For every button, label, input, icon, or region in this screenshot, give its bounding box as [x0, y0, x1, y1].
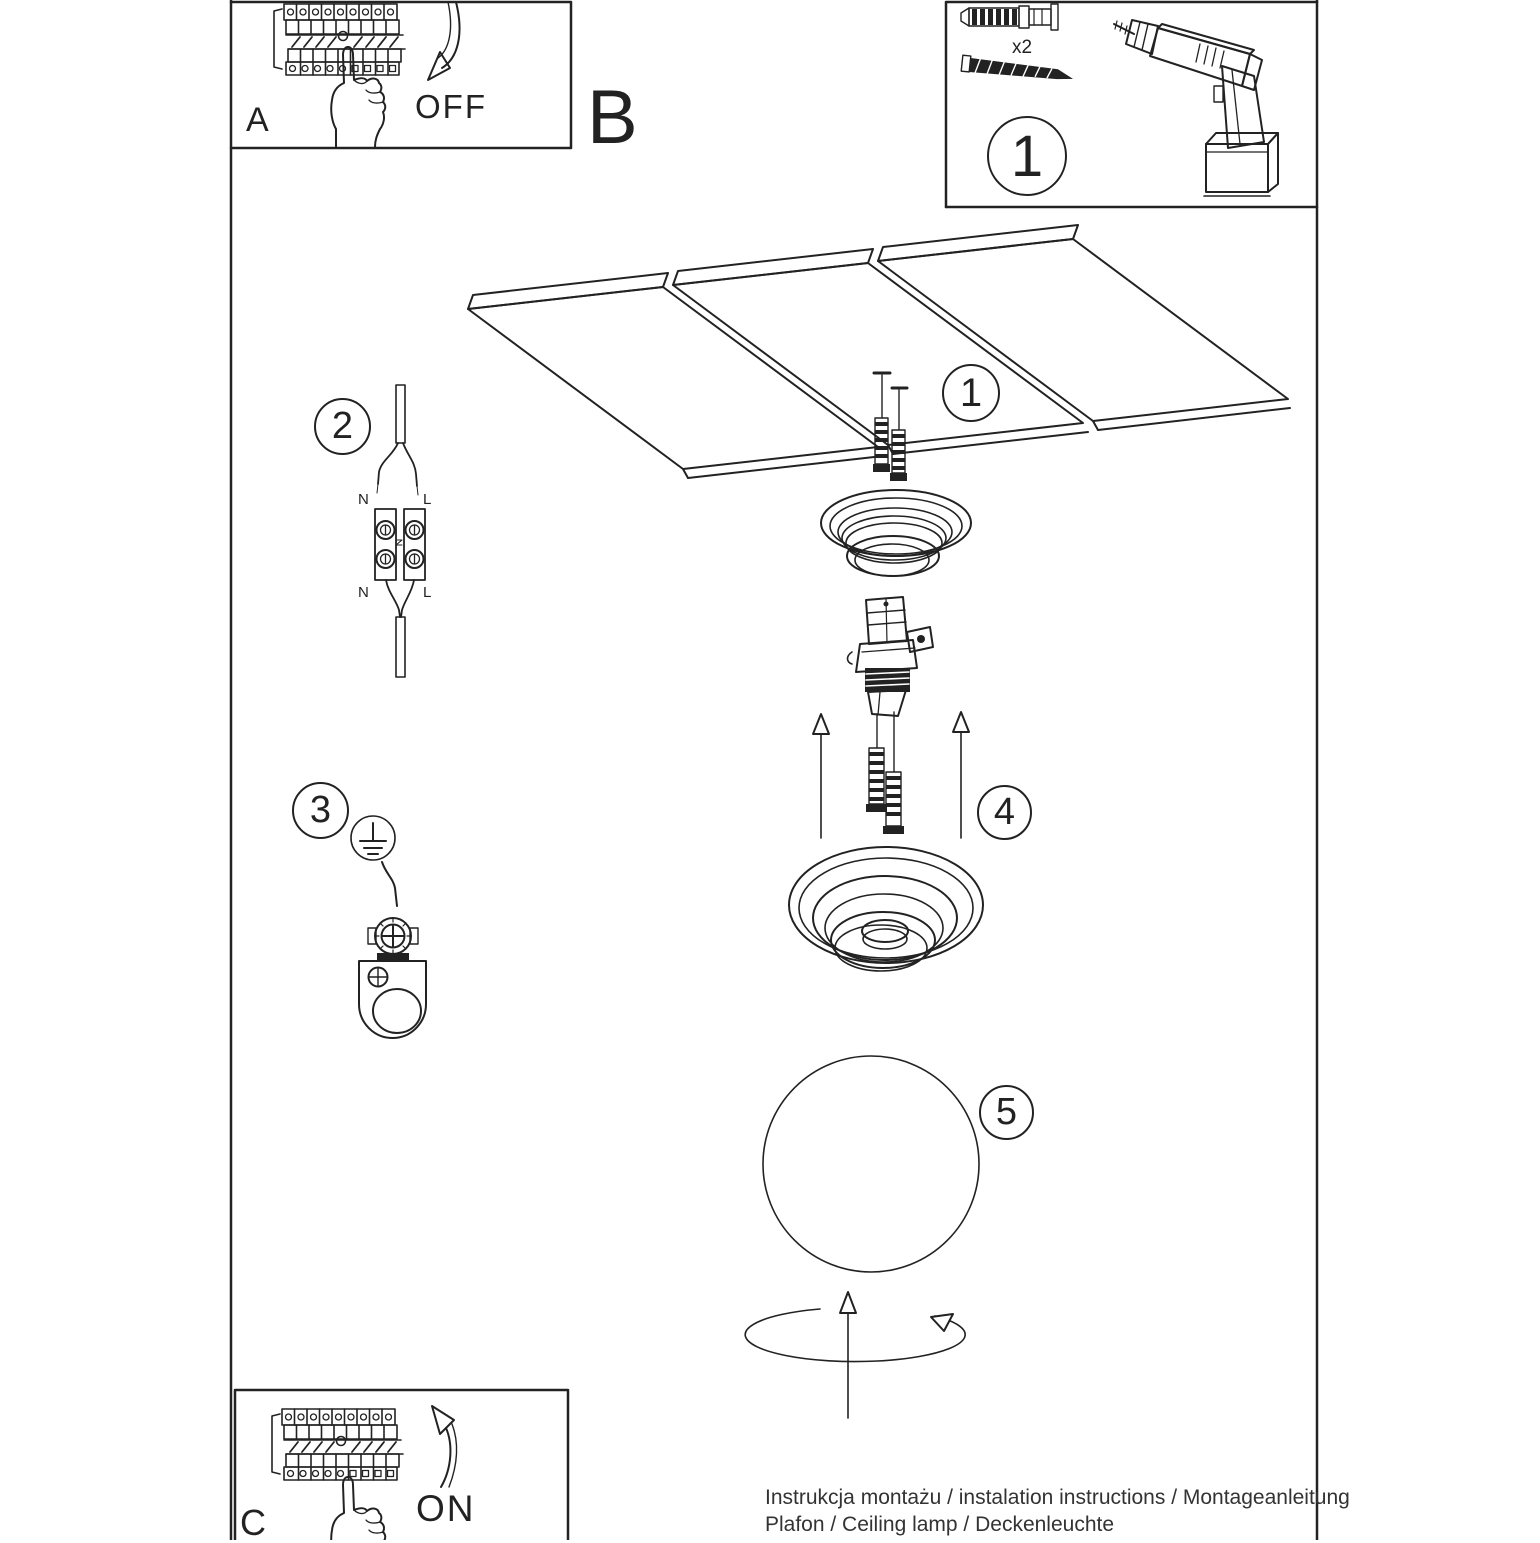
shade-up-arrow-icon [840, 1292, 856, 1418]
wire-label-bottom-l: L [423, 584, 432, 601]
ceiling-anchors-icon [873, 373, 907, 481]
footer-line-1: Instrukcja montażu / instalation instructions / Montageanleitung [765, 1486, 1350, 1509]
wire-label-top-l: L [423, 491, 432, 508]
cable-top [396, 385, 405, 443]
anchor-quantity-label: x2 [1012, 37, 1033, 58]
terminal-block-icon [375, 509, 425, 580]
section-label-b: B [587, 75, 638, 160]
kit-step-circle [987, 116, 1067, 196]
mounting-plate-icon [789, 847, 983, 971]
breaker-panel-c-icon [272, 1409, 403, 1480]
lamp-holder-icon [848, 597, 934, 716]
section-label-a: A [246, 101, 269, 139]
panel-c-box [235, 1390, 568, 1543]
page-frame [231, 0, 1317, 1543]
mounting-screws-icon [866, 712, 904, 834]
screw-icon [961, 55, 1074, 83]
step-1-number: 1 [959, 370, 983, 415]
switch-state-off: OFF [415, 88, 487, 125]
step-3-marker [292, 782, 349, 839]
wall-anchor-icon [961, 4, 1058, 30]
wiring-diagram [375, 385, 425, 677]
canopy-icon [821, 490, 971, 576]
wire-label-bottom-n: N [358, 584, 369, 601]
arrow-off-icon [428, 2, 460, 80]
section-label-c: C [240, 1502, 266, 1543]
step-4-number: 4 [993, 791, 1016, 833]
hand-press-on-icon [331, 1477, 385, 1540]
switch-state-on: ON [416, 1488, 476, 1529]
arrow-on-icon [432, 1406, 457, 1487]
breaker-panel-a-icon [274, 4, 405, 75]
cable-bottom [396, 617, 405, 677]
step-5-marker [979, 1085, 1034, 1140]
footer-line-2: Plafon / Ceiling lamp / Deckenleuchte [765, 1513, 1115, 1536]
drill-icon [1114, 20, 1278, 196]
kit-step-number: 1 [1010, 123, 1044, 189]
step-5-number: 5 [995, 1091, 1018, 1133]
ground-clamp-icon [359, 918, 426, 1038]
step-4-marker [977, 785, 1032, 840]
grounding-diagram [351, 816, 426, 1038]
step-2-number: 2 [331, 405, 354, 447]
up-arrow-left-icon [813, 714, 829, 838]
step-2-marker [314, 398, 371, 455]
up-arrow-right-icon [953, 712, 969, 838]
step-1-marker [942, 364, 1000, 422]
step-3-number: 3 [309, 789, 332, 831]
panel-a-box [231, 2, 571, 148]
glass-shade-icon [763, 1056, 979, 1272]
rotate-arrow-icon [745, 1309, 965, 1362]
wire-label-top-n: N [358, 491, 369, 508]
